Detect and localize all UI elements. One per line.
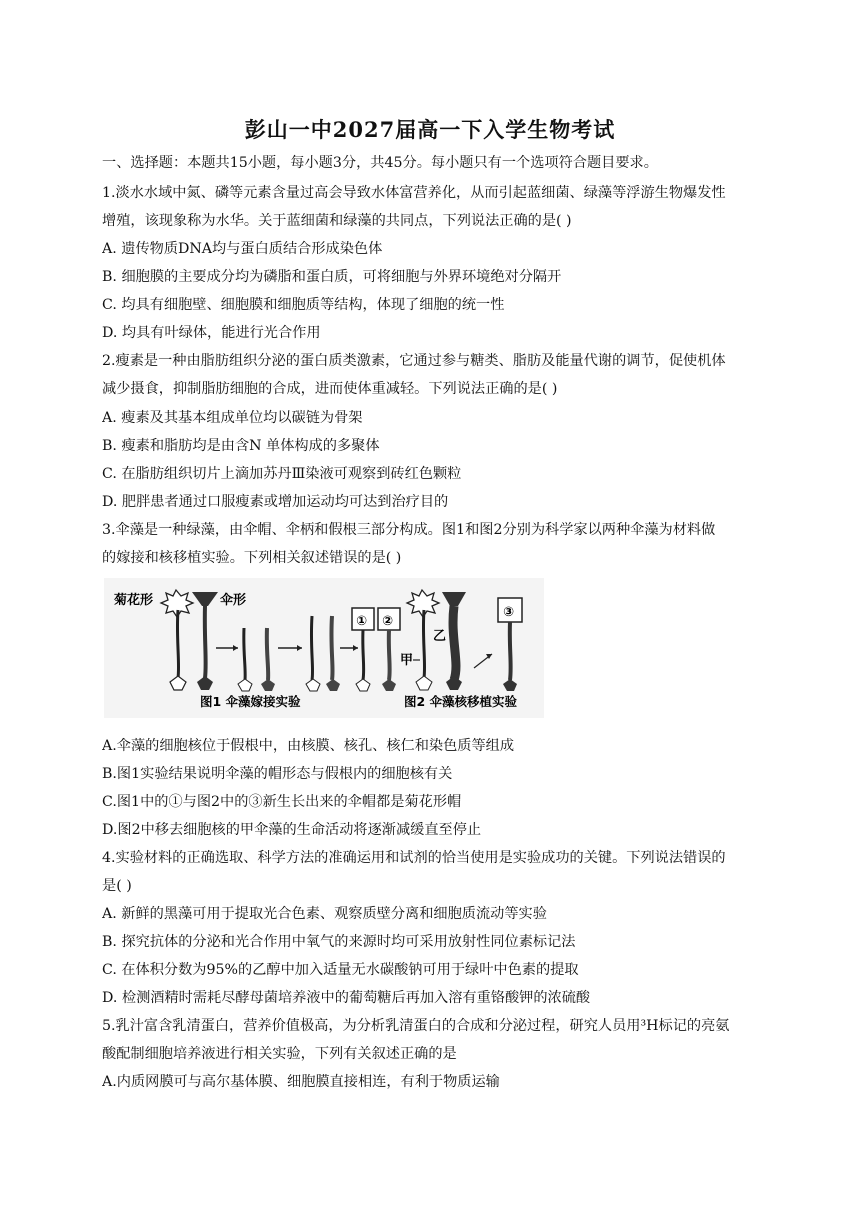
q4-option-d: D. 检测酒精时需耗尽酵母菌培养液中的葡萄糖后再加入溶有重铬酸钾的浓硫酸 — [102, 990, 591, 1006]
q2-option-c: C. 在脂肪组织切片上滴加苏丹Ⅲ染液可观察到砖红色颗粒 — [102, 466, 462, 482]
q2-option-a: A. 瘦素及其基本组成单位均以碳链为骨架 — [102, 410, 363, 426]
box-2-label: ② — [382, 614, 394, 629]
q3-option-a: A.伞藻的细胞核位于假根中，由核膜、核孔、核仁和染色质等组成 — [102, 738, 515, 754]
caption-figure-2: 图2 伞藻核移植实验 — [404, 694, 518, 709]
label-yi: 乙 — [433, 629, 447, 644]
q4-stem-line1: 4.实验材料的正确选取、科学方法的准确运用和试剂的恰当使用是实验成功的关键。下列说法错误的 — [102, 850, 726, 866]
q4-option-b: B. 探究抗体的分泌和光合作用中氧气的来源时均可采用放射性同位素标记法 — [102, 934, 576, 950]
q3-option-d: D.图2中移去细胞核的甲伞藻的生命活动将逐渐减缓直至停止 — [102, 822, 482, 838]
q1-option-a: A. 遗传物质DNA均与蛋白质结合形成染色体 — [102, 241, 383, 257]
q4-option-a: A. 新鲜的黑藻可用于提取光合色素、观察质壁分离和细胞质流动等实验 — [102, 906, 547, 922]
q3-stem-line1: 3.伞藻是一种绿藻，由伞帽、伞柄和假根三部分构成。图1和图2分别为科学家以两种伞藻为材料做 — [102, 522, 716, 538]
q3-option-b: B.图1实验结果说明伞藻的帽形态与假根内的细胞核有关 — [102, 766, 453, 782]
q3-stem-line2: 的嫁接和核移植实验。下列相关叙述错误的是( ) — [102, 550, 402, 566]
q5-option-a: A.内质网膜可与高尔基体膜、细胞膜直接相连，有利于物质运输 — [102, 1074, 500, 1090]
section-heading: 一、选择题：本题共15小题，每小题3分，共45分。每小题只有一个选项符合题目要求。 — [102, 155, 658, 171]
q2-option-d: D. 肥胖患者通过口服瘦素或增加运动均可达到治疗目的 — [102, 494, 449, 510]
q5-stem-line1: 5.乳汁富含乳清蛋白，营养价值极高，为分析乳清蛋白的合成和分泌过程，研究人员用³H标记的亮氨 — [102, 1018, 730, 1034]
caption-figure-1: 图1 伞藻嫁接实验 — [200, 694, 301, 709]
box-3-label: ③ — [503, 605, 515, 620]
q1-option-b: B. 细胞膜的主要成分均为磷脂和蛋白质，可将细胞与外界环境绝对分隔开 — [102, 269, 562, 285]
q4-option-c: C. 在体积分数为95%的乙醇中加入适量无水碳酸钠可用于绿叶中色素的提取 — [102, 962, 579, 978]
q1-option-d: D. 均具有叶绿体，能进行光合作用 — [102, 325, 321, 341]
label-umbrella: 伞形 — [220, 593, 247, 608]
stalk-umbrella — [205, 606, 206, 678]
stalk-yi — [453, 606, 456, 680]
stalk-chrysanthemum — [177, 610, 178, 678]
q2-stem-line1: 2.瘦素是一种由脂肪组织分泌的蛋白质类激素，它通过参与糖类、脂肪及能量代谢的调节，促使机体 — [102, 353, 726, 369]
q1-stem-line2: 增殖，该现象称为水华。关于蓝细菌和绿藻的共同点，下列说法正确的是( ) — [102, 213, 572, 229]
q1-option-c: C. 均具有细胞壁、细胞膜和细胞质等结构，体现了细胞的统一性 — [102, 297, 505, 313]
q3-option-c: C.图1中的①与图2中的③新生长出来的伞帽都是菊花形帽 — [102, 794, 462, 810]
q2-stem-line2: 减少摄食，抑制脂肪细胞的合成，进而使体重减轻。下列说法正确的是( ) — [102, 381, 558, 397]
acetabularia-figure — [104, 578, 544, 718]
box-1-label: ① — [356, 614, 368, 629]
label-chrysanthemum: 菊花形 — [114, 593, 154, 608]
q4-stem-line2: 是( ) — [102, 878, 132, 894]
q2-option-b: B. 瘦素和脂肪均是由含N 单体构成的多聚体 — [102, 438, 380, 454]
q5-stem-line2: 酸配制细胞培养液进行相关实验，下列有关叙述正确的是 — [102, 1046, 457, 1062]
exam-title: 彭山一中2027届高一下入学生物考试 — [244, 117, 616, 142]
q1-stem-line1: 1.淡水水域中氮、磷等元素含量过高会导致水体富营养化，从而引起蓝细菌、绿藻等浮游生物爆发性 — [102, 185, 726, 201]
label-jia: 甲 — [400, 653, 414, 668]
